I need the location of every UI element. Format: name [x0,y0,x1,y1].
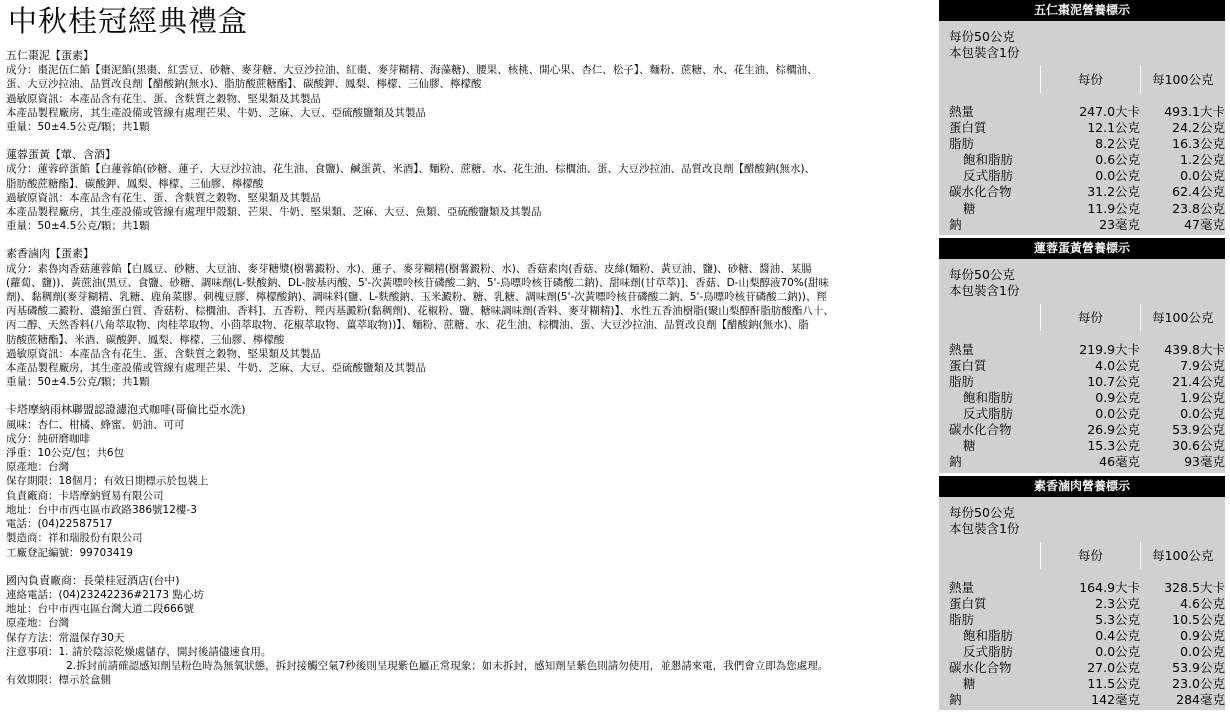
product-info-column [6,4,934,701]
section-line: 連絡電話：(04)23242236#2173 點心坊 [6,588,204,601]
serving-size: 每份50公克 [949,29,1015,44]
nutrition-row [939,358,1225,374]
value-per-serving: 4.0公克 [1095,357,1141,373]
page-title: 中秋桂冠經典禮盒 [8,4,249,38]
value-per-serving: 11.5公克 [1087,676,1141,692]
section-line: 工廠登記編號：99703419 [6,546,133,559]
nutrition-row [939,168,1225,184]
section-line: 重量：50±4.5公克/顆；共1顆 [6,376,150,389]
nutrient-name: 蛋白質 [949,595,987,611]
value-per-serving: 0.0公克 [1095,643,1141,659]
nutrition-row [939,390,1225,406]
header-gap [939,93,1225,104]
value-per-100g: 439.8大卡 [1164,341,1225,357]
nutrient-name: 碳水化合物 [949,659,1012,675]
nutrition-row [939,201,1225,217]
servings-per-pack: 本包裝含1份 [949,282,1020,298]
nutrition-row [939,136,1225,152]
value-per-100g: 53.9公克 [1172,659,1225,675]
nutrition-panel [939,0,1225,235]
section-line: 原產地：台灣 [6,617,69,630]
product-section [6,247,934,389]
header-gap [939,331,1225,342]
nutrient-name: 飽和脂肪 [963,390,1014,406]
product-section [6,49,934,134]
section-line: 肪酸蔗糖酯】、米酒、碳酸鉀、鳳梨、檸檬、三仙膠、檸檬酸 [6,333,285,346]
nutrition-row [939,438,1225,454]
nutrient-name: 鈉 [949,692,962,708]
col-per-serving: 每份 [1040,542,1139,569]
section-line: 本產品製程廠房，其生產設備或管線有處理甲殼類、芒果、牛奶、堅果類、芝麻、大豆、魚類、亞硫酸鹽類及其製品 [6,206,542,219]
nutrition-panel-title: 蓮蓉蛋黃營養標示 [939,235,1225,259]
nutrient-name: 飽和脂肪 [963,152,1014,168]
section-heading: 蓮蓉蛋黃【葷、含酒】 [6,148,116,162]
col-per-serving: 每份 [1040,304,1139,331]
section-line: 重量：50±4.5公克/顆；共1顆 [6,121,150,134]
nutrition-row [939,692,1225,708]
value-per-100g: 21.4公克 [1172,373,1225,389]
section-line: 成分：素魯肉香菇蓮蓉餡【白鳳豆、砂糖、大豆油、麥芽糖漿(樹薯澱粉、水)、蓮子、麥芽糊精(樹薯澱粉、水)、香菇素肉(香菇、皮絲(麵粉、黃豆油、鹽)、砂糖、醬油、某腸 [6,262,812,275]
value-per-100g: 1.2公克 [1180,152,1225,168]
section-line: 丙基磷酸二澱粉、濃縮蛋白質、香菇粉、棕櫚油、香料]、五香粉、羥丙基澱粉(黏稠劑)、花椒粉、鹽、糖味調味劑(香料、麥芽糊精)】、水性五香油樹脂(聚山梨醇酐脂肪酸酯八十、 [6,305,834,318]
col-per-100g: 每100公克 [1140,304,1225,331]
servings-per-pack: 本包裝含1份 [949,45,1020,60]
nutrition-row [939,217,1225,233]
value-per-100g: 1.9公克 [1180,390,1225,406]
value-per-serving: 31.2公克 [1087,184,1141,200]
section-line: 保存方法：常溫保存30天 [6,631,125,644]
section-line: 蛋、大豆沙拉油、品質改良劑【醋酸鈉(無水)、脂肪酸蔗糖酯】、碳酸鉀、鳳梨、檸檬、三仙膠、檸檬酸 [6,78,482,91]
serving-info [939,259,1225,304]
nutrient-name: 飽和脂肪 [963,627,1014,643]
section-line: 脂肪酸蔗糖酯】、碳酸鉀、鳳梨、檸檬、三仙膠、檸檬酸 [6,177,264,190]
section-line: 風味：杏仁、柑橘、蜂蜜、奶油、可可 [6,418,185,431]
value-per-100g: 30.6公克 [1172,438,1225,454]
nutrition-row [939,628,1225,644]
value-per-100g: 53.9公克 [1172,422,1225,438]
section-line: 成分：蓮蓉碎蛋餡【白蓮蓉餡(砂糖、蓮子、大豆沙拉油、花生油、食鹽)、鹹蛋黃、米酒】、麵粉、蔗糖、水、花生油、棕櫚油、蛋、大豆沙拉油、品質改良劑【醋酸鈉(無水)、 [6,163,816,176]
nutrition-row [939,342,1225,358]
value-per-100g: 284毫克 [1176,692,1225,708]
value-per-serving: 0.6公克 [1095,152,1141,168]
value-per-100g: 0.0公克 [1180,168,1225,184]
value-per-100g: 0.0公克 [1180,643,1225,659]
section-heading: 素香滷肉【蛋素】 [6,247,94,261]
nutrition-header-row [939,304,1225,331]
nutrient-name: 鈉 [949,216,962,232]
nutrition-header-row [939,66,1225,93]
section-line: 本產品製程廠房，其生產設備或管線有處理芒果、牛奶、芝麻、大豆、亞硫酸鹽類及其製品 [6,362,426,375]
value-per-serving: 0.0公克 [1095,406,1141,422]
nutrition-row [939,454,1225,470]
section-line: 過敏原資訊：本產品含有花生、蛋、含麩質之穀物、堅果類及其製品 [6,347,321,360]
section-line: 過敏原資訊：本產品含有花生、蛋、含麩質之穀物、堅果類及其製品 [6,92,321,105]
nutrition-row [939,120,1225,136]
section-line: 原產地：台灣 [6,461,69,474]
value-per-serving: 5.3公克 [1095,611,1141,627]
nutrient-name: 脂肪 [949,611,975,627]
nutrient-name: 熱量 [949,104,975,119]
col-per-serving: 每份 [1040,66,1139,93]
nutrition-row [939,184,1225,200]
section-heading: 五仁棗泥【蛋素】 [6,49,94,62]
nutrient-name: 脂肪 [949,136,975,152]
value-per-100g: 16.3公克 [1172,136,1225,152]
value-per-serving: 11.9公克 [1087,200,1141,216]
nutrient-name: 熱量 [949,579,975,595]
section-line: 電話：(04)22587517 [6,518,113,531]
section-line: 成分：棗泥伍仁餡【棗泥餡(黑棗、紅雲豆、砂糖、麥芽糖、大豆沙拉油、紅棗、麥芽糊精、海藻糖)、腰果、核桃、開心果、杏仁、松子】、麵粉、蔗糖、水、花生油、棕櫚油、 [6,64,818,77]
col-per-100g: 每100公克 [1140,542,1225,569]
nutrient-name: 糖 [963,438,976,454]
value-per-100g: 4.6公克 [1180,595,1225,611]
section-line: 2.拆封前請確認感知劑呈粉色時為無氧狀態，拆封接觸空氣7秒後則呈現紫色屬正常現象；如未拆封，感知劑呈紫色則請勿使用，並懇請來電，我們會立即為您處理。 [6,659,829,672]
nutrient-name: 碳水化合物 [949,422,1012,438]
nutrient-name: 糖 [963,676,976,692]
value-per-serving: 26.9公克 [1087,422,1141,438]
section-line: 有效期限：標示於盒側 [6,674,111,687]
nutrient-name: 碳水化合物 [949,184,1012,200]
nutrition-row [939,580,1225,596]
nutrition-row [939,374,1225,390]
nutrition-row [939,152,1225,168]
nutrition-header-row [939,542,1225,569]
product-section [6,148,934,233]
nutrition-row [939,644,1225,660]
section-heading: 卡塔摩納雨林聯盟認證濾泡式咖啡(哥倫比亞水洗) [6,403,246,417]
serving-size: 每份50公克 [949,266,1015,282]
header-spacer [939,304,1040,331]
servings-per-pack: 本包裝含1份 [949,520,1020,536]
value-per-serving: 0.9公克 [1095,390,1141,406]
value-per-serving: 46毫克 [1099,454,1141,470]
product-sections [6,49,934,687]
value-per-serving: 2.3公克 [1095,595,1141,611]
value-per-100g: 62.4公克 [1172,184,1225,200]
nutrition-row [939,104,1225,120]
value-per-100g: 24.2公克 [1172,120,1225,136]
value-per-100g: 7.9公克 [1180,357,1225,373]
value-per-serving: 219.9大卡 [1079,341,1141,357]
header-gap [939,569,1225,580]
section-line: (蘿蔔、鹽))、黃蔗油(黑豆、食鹽、砂糖、調味劑(L-麩酸鈉、DL-胺基丙酸、5'-次黃嘌呤核苷磷酸二鈉、5'-鳥嘌呤核苷磷酸二鈉)、甜味劑(甘草萃)]、香菇、D-山梨醇液70%(甜味 [6,276,829,289]
section-line: 地址：台中市西屯區台灣大道二段666號 [6,603,195,616]
serving-info [939,497,1225,542]
value-per-100g: 493.1大卡 [1164,104,1225,119]
nutrient-name: 反式脂肪 [963,168,1014,184]
nutrient-name: 反式脂肪 [963,406,1014,422]
value-per-serving: 15.3公克 [1087,438,1141,454]
section-line: 劑)、黏稠劑(麥芽糊精、乳糖、鹿角菜膠、刺槐豆膠、檸檬酸鈉)、調味料(鹽、L-麩酸鈉、玉米澱粉、糖、乳糖、調味劑(5'-次黃嘌呤核苷磷酸二鈉、5'-鳥嘌呤核苷磷酸二鈉))、羥 [6,291,827,304]
nutrition-row [939,422,1225,438]
value-per-100g: 23.0公克 [1172,676,1225,692]
product-section [6,403,934,559]
nutrient-name: 糖 [963,200,976,216]
serving-info [939,21,1225,66]
nutrition-panel-title: 素香滷肉營養標示 [939,473,1225,497]
value-per-100g: 0.9公克 [1180,627,1225,643]
section-heading: 國內負責廠商：長榮桂冠酒店(台中) [6,573,180,587]
section-line: 製造商：祥和瑞股份有限公司 [6,532,143,545]
value-per-serving: 8.2公克 [1095,136,1141,152]
value-per-100g: 47毫克 [1184,216,1225,232]
value-per-serving: 142毫克 [1091,692,1141,708]
section-line: 丙二醇、天然香料(八角萃取物、肉桂萃取物、小茴萃取物、花椒萃取物、薑萃取物))】、麵粉、蔗糖、水、花生油、棕櫚油、蛋、大豆沙拉油、品質改良劑【醋酸鈉(無水)、脂 [6,319,809,332]
value-per-100g: 23.8公克 [1172,200,1225,216]
header-spacer [939,542,1040,569]
section-line: 負責廠商：卡塔摩納貿易有限公司 [6,489,164,502]
value-per-100g: 0.0公克 [1180,406,1225,422]
nutrient-name: 反式脂肪 [963,643,1014,659]
header-spacer [939,66,1040,93]
value-per-serving: 27.0公克 [1087,659,1141,675]
nutrition-row [939,406,1225,422]
nutrition-row [939,596,1225,612]
nutrient-name: 蛋白質 [949,357,987,373]
value-per-serving: 247.0大卡 [1079,104,1141,119]
value-per-serving: 23毫克 [1099,216,1141,232]
nutrient-name: 脂肪 [949,373,975,389]
value-per-serving: 12.1公克 [1087,120,1141,136]
nutrition-panel [939,235,1225,473]
value-per-100g: 328.5大卡 [1164,579,1225,595]
section-line: 重量：50±4.5公克/顆；共1顆 [6,220,150,233]
value-per-serving: 10.7公克 [1087,373,1141,389]
value-per-100g: 10.5公克 [1172,611,1225,627]
nutrition-row [939,676,1225,692]
section-line: 過敏原資訊：本產品含有花生、蛋、含麩質之穀物、堅果類及其製品 [6,191,321,204]
value-per-serving: 0.4公克 [1095,627,1141,643]
nutrition-panel [939,473,1225,711]
section-line: 注意事項：1. 請於陰涼乾燥處儲存，開封後請儘速食用。 [6,645,272,658]
nutrition-row [939,660,1225,676]
section-line: 淨重：10公克/包；共6包 [6,447,125,460]
nutrition-panel-title: 五仁棗泥營養標示 [939,0,1225,21]
nutrient-name: 熱量 [949,341,975,357]
nutrient-name: 鈉 [949,454,962,470]
value-per-serving: 164.9大卡 [1079,579,1141,595]
value-per-100g: 93毫克 [1184,454,1225,470]
section-line: 保存期限：18個月；有效日期標示於包裝上 [6,475,209,488]
value-per-serving: 0.0公克 [1095,168,1141,184]
nutrient-name: 蛋白質 [949,120,987,136]
nutrition-column [939,0,1225,710]
nutrition-row [939,612,1225,628]
section-line: 本產品製程廠房，其生產設備或管線有處理芒果、牛奶、芝麻、大豆、亞硫酸鹽類及其製品 [6,106,426,119]
serving-size: 每份50公克 [949,504,1015,520]
col-per-100g: 每100公克 [1140,66,1225,93]
panel-bottom-padding [939,708,1225,710]
product-section [6,574,934,688]
section-line: 地址：台中市西屯區市政路386號12樓-3 [6,503,197,516]
section-line: 成分：純研磨咖啡 [6,432,90,445]
